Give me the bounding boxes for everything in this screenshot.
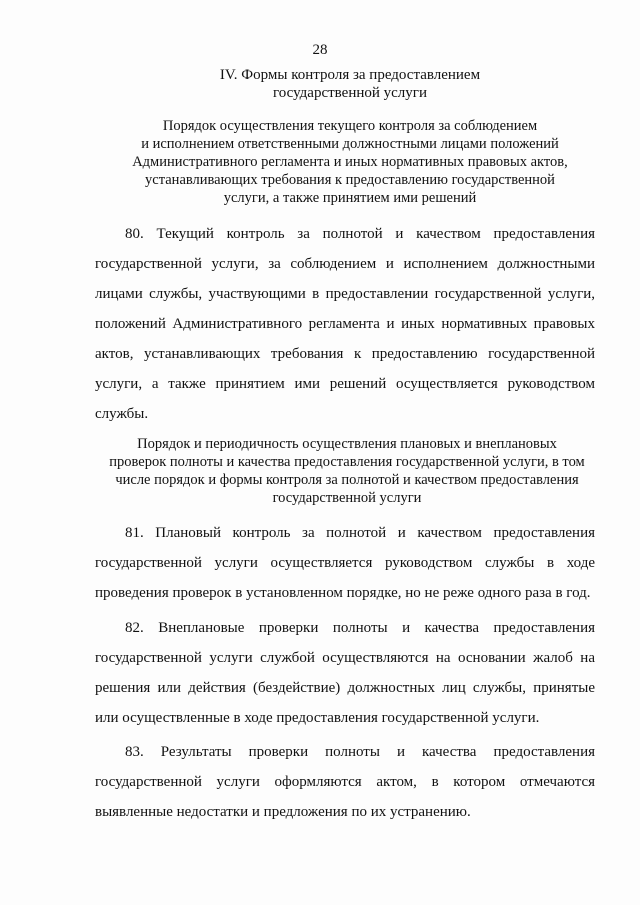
paragraph-line: выявленные недостатки и предложения по их устранению. [95,804,471,820]
section-title [150,66,550,102]
subheading-line: устанавливающих требования к предоставлению государственной [145,172,555,188]
subheading-line: услуги, а также принятием ими решений [223,190,477,206]
paragraph-line: лицами службы, участвующими в предоставлении государственной услуги, [95,286,595,302]
subheading-line: и исполнением ответственными должностными лицами положений [141,136,559,152]
paragraph-81 [95,518,595,608]
paragraph-line: решения или действия (бездействие) должностных лиц службы, принятые [95,680,595,696]
paragraph-line: государственной услуги осуществляется руководством службы в ходе [95,555,595,571]
subheading-line: Порядок и периодичность осуществления плановых и внеплановых [137,436,557,452]
paragraph-line: актов, устанавливающих требования к предоставлению государственной [95,346,595,362]
paragraph-83 [95,737,595,827]
paragraph-line: проведения проверок в установленном порядке, но не реже одного раза в год. [95,585,591,601]
paragraph-line: службы. [95,406,149,422]
paragraph-line: 80. Текущий контроль за полнотой и качеством предоставления [125,226,595,242]
section-title-line: IV. Формы контроля за предоставлением [219,67,481,83]
paragraph-80 [95,219,595,429]
subheading-current-control [110,117,590,207]
paragraph-line: государственной услуги оформляются актом, в котором отмечаются [95,774,595,790]
paragraph-line: государственной услуги, за соблюдением и исполнением должностными [95,256,595,272]
paragraph-line: государственной услуги службой осуществляются на основании жалоб на [95,650,595,666]
paragraph-82 [95,613,595,733]
paragraph-line: 83. Результаты проверки полноты и качества предоставления [125,744,595,760]
subheading-line: числе порядок и формы контроля за полнотой и качеством предоставления [115,472,579,488]
paragraph-line: или осуществленные в ходе предоставления государственной услуги. [95,710,540,726]
paragraph-line: услуги, а также принятием ими решений осуществляется руководством [95,376,595,392]
subheading-line: государственной услуги [272,490,422,506]
section-title-line: государственной услуги [273,85,427,101]
subheading-line: проверок полноты и качества предоставления государственной услуги, в том [109,454,585,470]
subheading-line: Порядок осуществления текущего контроля за соблюдением [162,118,538,134]
paragraph-line: 82. Внеплановые проверки полноты и качества предоставления [125,620,595,636]
paragraph-line: 81. Плановый контроль за полнотой и качеством предоставления [125,525,595,541]
paragraph-line: положений Административного регламента и иных нормативных правовых [95,316,595,332]
subheading-line: Административного регламента и иных нормативных правовых актов, [132,154,568,170]
page-number: 28 [312,42,328,58]
subheading-inspections [92,435,602,507]
